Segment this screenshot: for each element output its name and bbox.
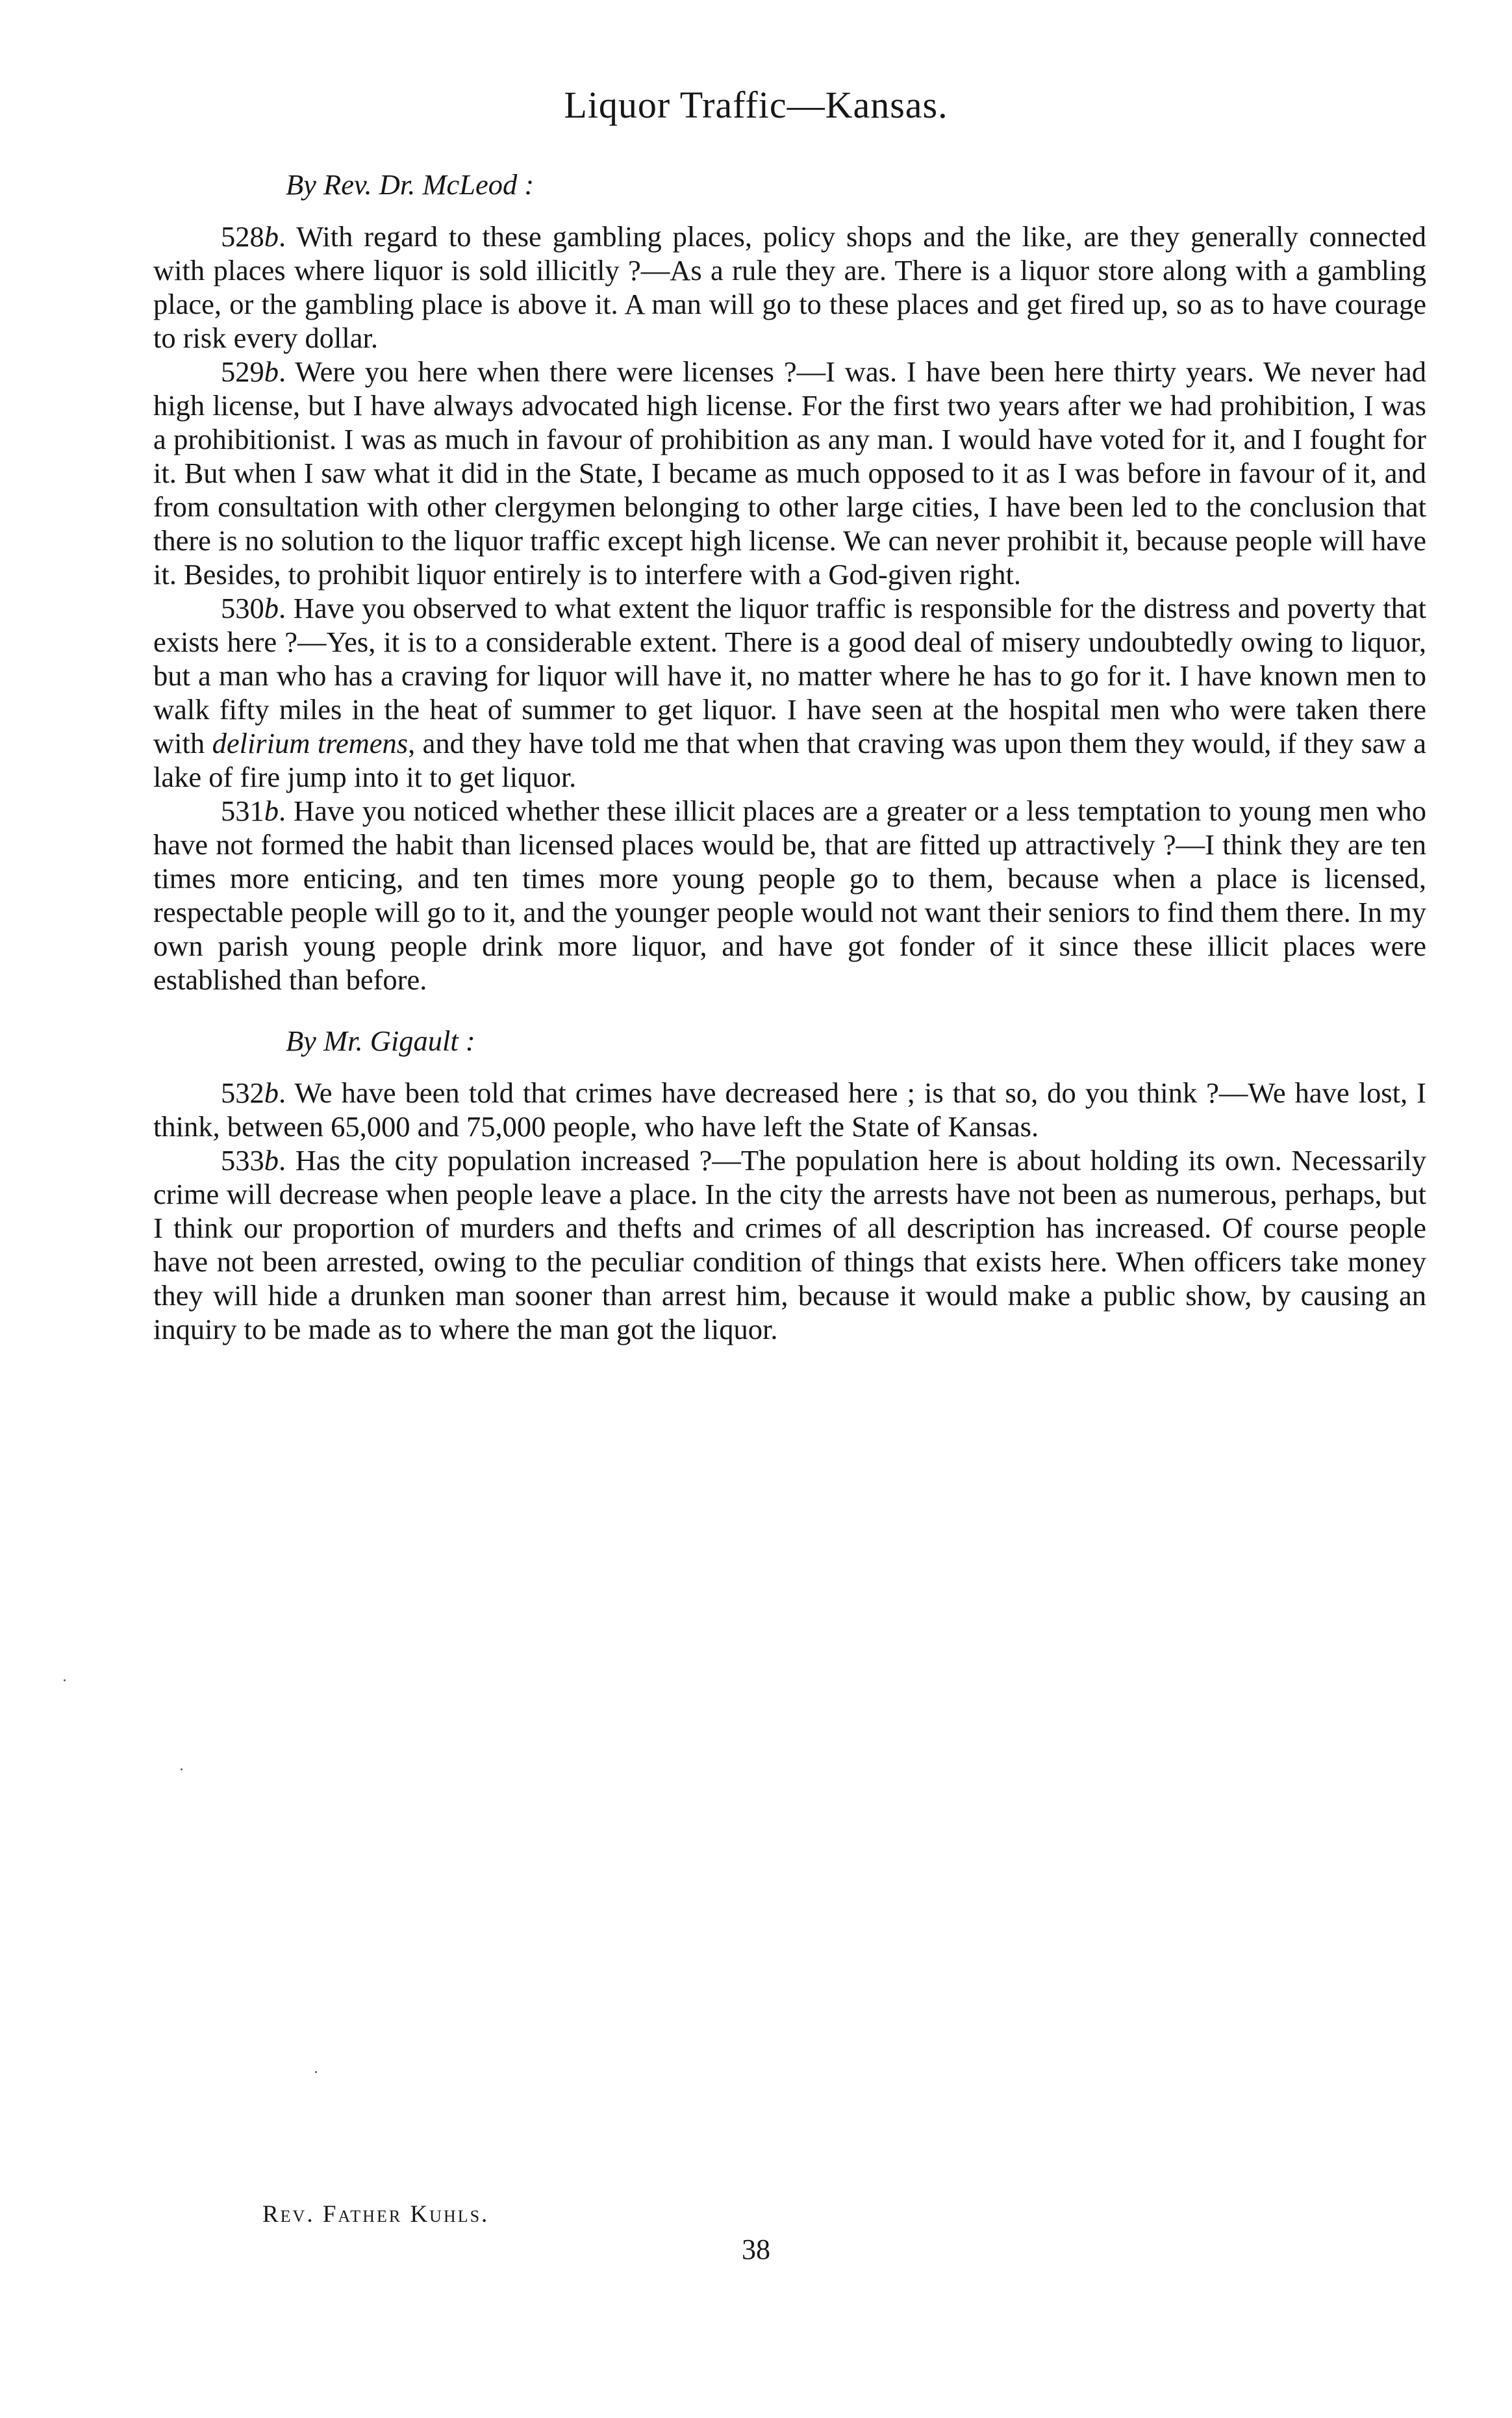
question-number: 530b xyxy=(221,592,279,624)
question-number: 528b xyxy=(221,220,279,253)
question-number: 531b xyxy=(221,795,279,827)
scan-speck xyxy=(64,1679,66,1681)
testimony-paragraph xyxy=(153,794,1426,997)
testimony-paragraph xyxy=(153,1143,1426,1346)
italic-phrase: delirium tremens xyxy=(212,727,409,759)
testimony-paragraph xyxy=(153,1076,1426,1143)
question-number: 529b xyxy=(221,355,279,388)
testimony-body xyxy=(153,168,1426,1346)
question-number: 532b xyxy=(221,1076,279,1109)
speaker-heading: By Mr. Gigault : xyxy=(286,1024,475,1057)
page-title: Liquor Traffic—Kansas. xyxy=(564,84,948,126)
scan-speck xyxy=(181,1768,183,1770)
question-number: 533b xyxy=(221,1144,279,1177)
testimony-paragraph xyxy=(153,355,1426,591)
paragraph-text: . Has the city population increased ?—The population here is about holding its own. Necessarily crime will decrease when people leave a place. In the city the arrests have not been as numerous, perhaps, but I think our proportion of murders and thefts and crimes of all description has increased. Of course people have not been arrested, owing to the peculiar condition of things that exists here. When officers take money they will hide a drunken man sooner than arrest him, because it would make a public show, by causing an inquiry to be made as to where the man got the liquor. xyxy=(153,1144,1426,1345)
testimony-paragraph xyxy=(153,220,1426,355)
paragraph-text: . Have you noticed whether these illicit places are a greater or a less temptation to young men who have not formed the habit than licensed places would be, that are fitted up attractively ?—I think they are ten times more enticing, and ten times more young people go to them, because when a place is licensed, respectable people will go to it, and the younger people would not want their seniors to find them there. In my own parish young people drink more liquor, and have got fonder of it since these illicit places were established than before. xyxy=(153,795,1426,996)
testimony-paragraph xyxy=(153,591,1426,794)
paragraph-text: . We have been told that crimes have decreased here ; is that so, do you think ?—We have lost, I think, between 65,000 and 75,000 people, who have left the State of Kansas. xyxy=(153,1076,1426,1143)
page-number: 38 xyxy=(742,2233,770,2265)
speaker-heading: By Rev. Dr. McLeod : xyxy=(286,168,535,201)
paragraph-text: . With regard to these gambling places, policy shops and the like, are they generally connected with places where liquor is sold illicitly ?—As a rule they are. There is a liquor store along with a gambling place, or the gambling place is above it. A man will go to these places and get fired up, so as to have courage to risk every dollar. xyxy=(153,220,1426,354)
paragraph-text: . Were you here when there were licenses ?—I was. I have been here thirty years. We never had high license, but I have always advocated high license. For the first two years after we had prohibition, I was a prohibitionist. I was as much in favour of prohibition as any man. I would have voted for it, and I fought for it. But when I saw what it did in the State, I became as much opposed to it as I was before in favour of it, and from consultation with other clergymen belonging to other large cities, I have been led to the conclusion that there is no solution to the liquor traffic except high license. We can never prohibit it, because people will have it. Besides, to prohibit liquor entirely is to interfere with a God-given right. xyxy=(153,355,1426,591)
scan-speck xyxy=(315,2071,317,2073)
footer-witness-name: Rev. Father Kuhls. xyxy=(262,2201,490,2228)
paragraph-text: . Have you observed to what extent the liquor traffic is responsible for the distress and poverty that exists here ?—Yes, it is to a considerable extent. There is a good deal of misery undoubtedly owing to liquor, but a man who has a craving for liquor will have it, no matter where he has to go for it. I have known men to walk fifty miles in the heat of summer to get liquor. I have seen at the hospital men who were taken there with xyxy=(153,592,1426,759)
paragraph-text-continued: , and they have told me that when that craving was upon them they would, if they saw a lake of fire jump into it to get liquor. xyxy=(153,727,1426,793)
